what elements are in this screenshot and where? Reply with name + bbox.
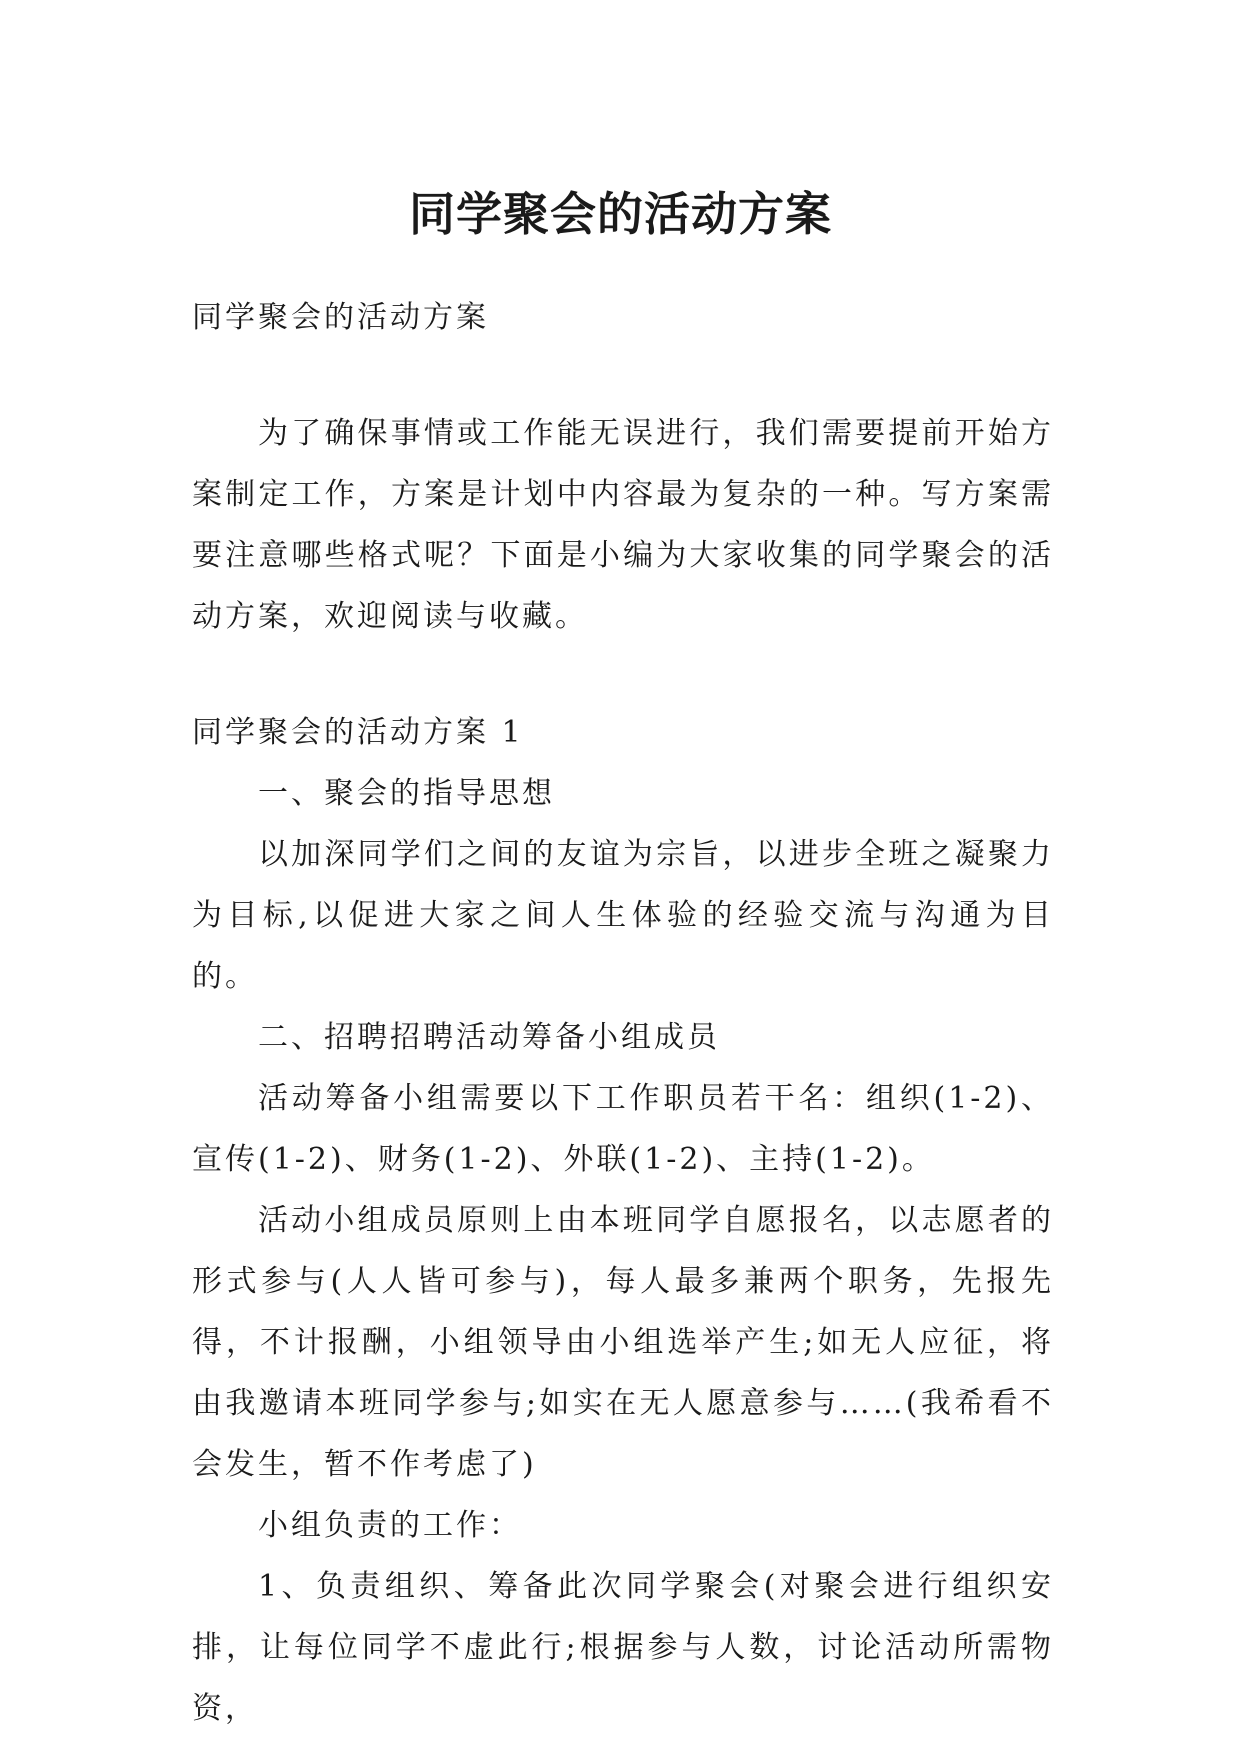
document-title: 同学聚会的活动方案	[409, 186, 832, 241]
paragraph-group-duties-label: 小组负责的工作：	[258, 1508, 522, 1543]
document-subtitle: 同学聚会的活动方案	[192, 300, 489, 335]
paragraph-membership-rules: 活动小组成员原则上由本班同学自愿报名，以志愿者的形式参与(人人皆可参与)，每人最多兼两个职务，先报先得，不计报酬，小组领导由小组选举产生;如无人应征，将由我邀请本班同学参与;如实在无人愿意参与……(我希看不会发生，暂不作考虑了)	[192, 1203, 1054, 1482]
paragraph-guiding-idea: 以加深同学们之间的友谊为宗旨，以进步全班之凝聚力为目标,以促进大家之间人生体验的经验交流与沟通为目的。	[192, 837, 1054, 994]
heading-recruitment: 二、招聘招聘活动筹备小组成员	[258, 1020, 720, 1055]
paragraph-duty-1: 1、负责组织、筹备此次同学聚会(对聚会进行组织安排，让每位同学不虚此行;根据参与人数，讨论活动所需物资，	[192, 1569, 1054, 1726]
intro-paragraph: 为了确保事情或工作能无误进行，我们需要提前开始方案制定工作，方案是计划中内容最为复杂的一种。写方案需要注意哪些格式呢？下面是小编为大家收集的同学聚会的活动方案，欢迎阅读与收藏。	[192, 416, 1054, 634]
heading-guiding-idea: 一、聚会的指导思想	[258, 776, 555, 811]
paragraph-staff-needed: 活动筹备小组需要以下工作职员若干名：组织(1-2)、宣传(1-2)、财务(1-2)、外联(1-2)、主持(1-2)。	[192, 1081, 1054, 1177]
document-body	[192, 287, 1054, 1739]
section-title: 同学聚会的活动方案 1	[192, 715, 524, 750]
